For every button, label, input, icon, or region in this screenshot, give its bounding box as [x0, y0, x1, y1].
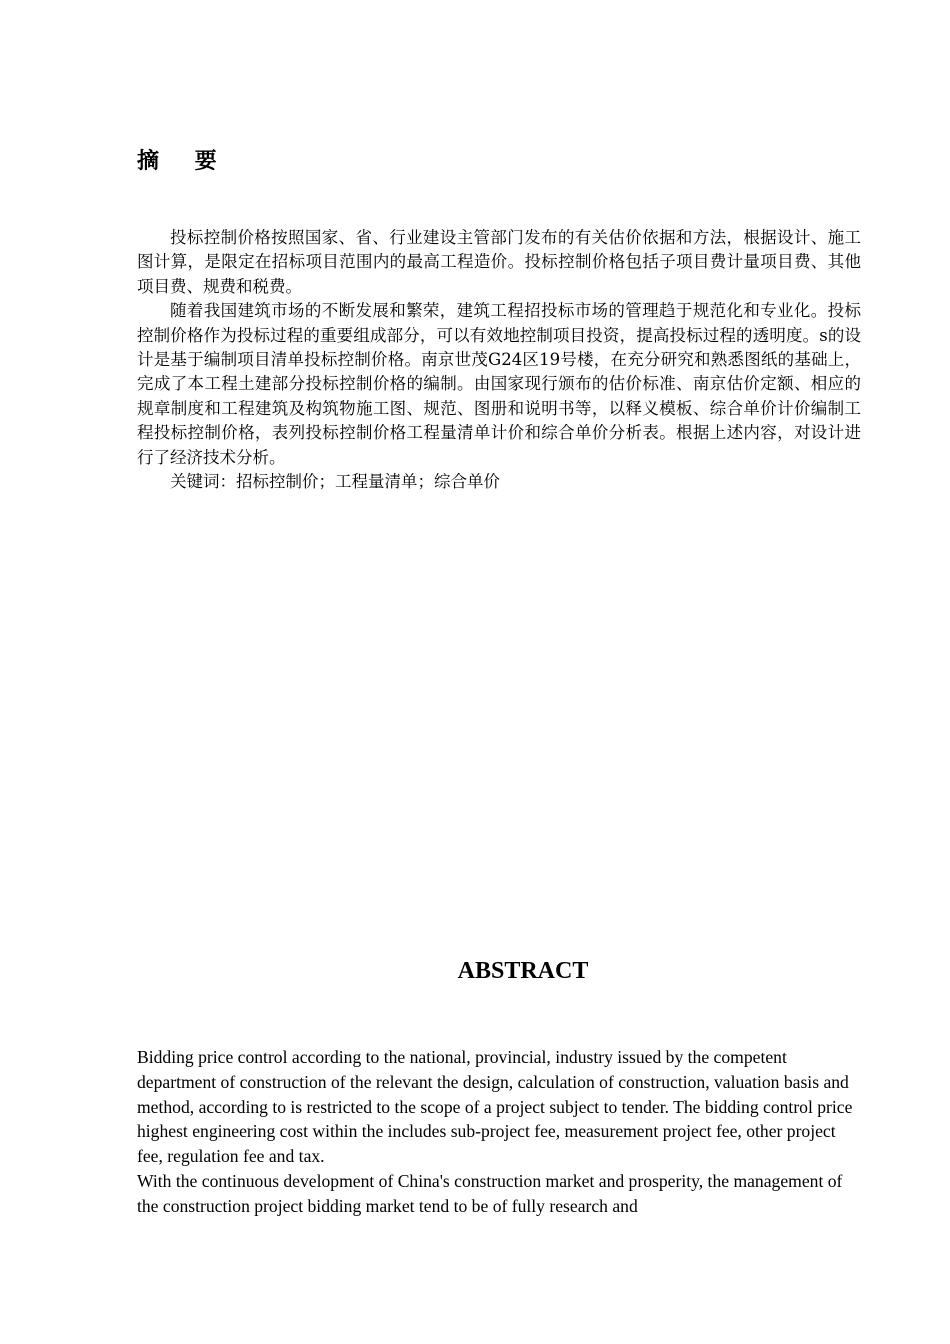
chinese-abstract-paragraph-1: 投标控制价格按照国家、省、行业建设主管部门发布的有关估价依据和方法，根据设计、施工图计算，是限定在招标项目范围内的最高工程造价。投标控制价格包括子项目费计量项目费、其他项目费、规费和税费。: [137, 228, 861, 296]
english-abstract-paragraph-1: Bidding price control according to the national, provincial, industry issued by the competent department of construction of the relevant the design, calculation of construction, valuation basis and method, according to is restricted to the scope of a project subject to tender. The bidding control price highest engineering cost within the includes sub-project fee, measurement project fee, other project fee, regulation fee and tax.: [137, 1047, 853, 1167]
keywords-label: 关键词：: [170, 472, 236, 492]
keywords-value: 招标控制价；工程量清单；综合单价: [236, 472, 500, 492]
chinese-keywords: [137, 470, 861, 494]
chinese-abstract-paragraph-2: 随着我国建筑市场的不断发展和繁荣，建筑工程招投标市场的管理趋于规范化和专业化。投标控制价格作为投标过程的重要组成部分，可以有效地控制项目投资，提高投标过程的透明度。s的设计是基于编制项目清单投标控制价格。南京世茂G24区19号楼，在充分研究和熟悉图纸的基础上，完成了本工程土建部分投标控制价格的编制。由国家现行颁布的估价标准、南京估价定额、相应的规章制度和工程建筑及构筑物施工图、规范、图册和说明书等，以释义模板、综合单价计价编制工程投标控制价格，表列投标控制价格工程量清单计价和综合单价分析表。根据上述内容，对设计进行了经济技术分析。: [137, 301, 861, 467]
english-abstract-body: [137, 1045, 861, 1219]
english-abstract-paragraph-2: With the continuous development of China's construction market and prosperity, the management of the construction project bidding market tend to be of fully research and: [137, 1170, 843, 1216]
chinese-abstract-title: 摘 要: [137, 149, 231, 174]
english-abstract-title: ABSTRACT: [457, 958, 589, 984]
chinese-abstract-body: [137, 226, 861, 494]
